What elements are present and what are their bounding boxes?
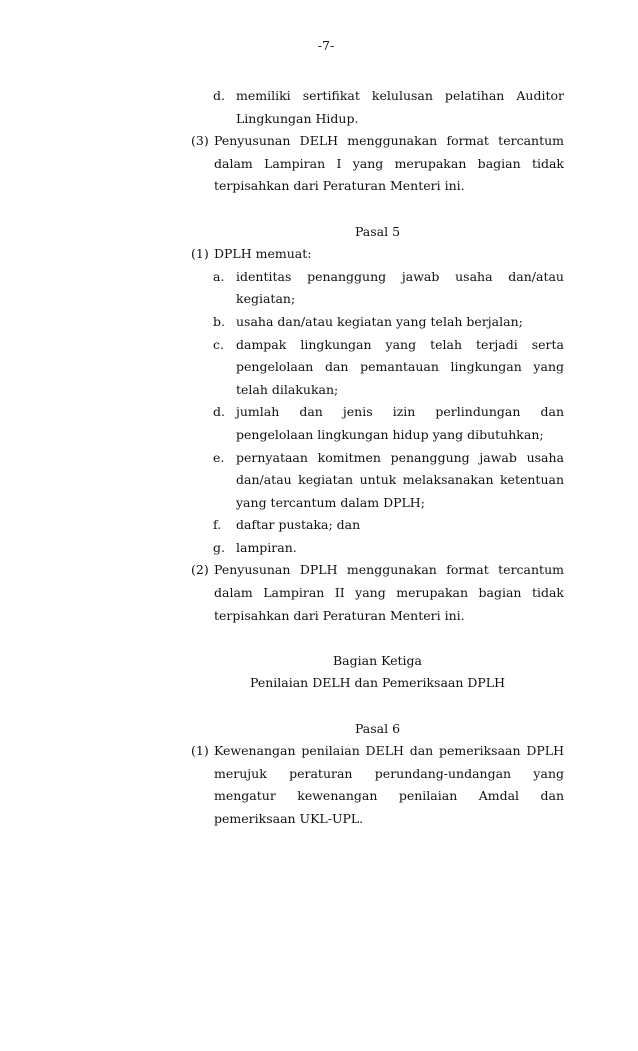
item-marker: d. (213, 88, 225, 103)
list-item-f (191, 514, 564, 537)
section-subtitle: Penilaian DELH dan Pemeriksaan DPLH (249, 675, 506, 691)
list-item-b (191, 311, 564, 334)
item-text: dampak lingkungan yang telah terjadi serta pengelolaan dan pemantauan lingkungan yang telah dilakukan; (236, 336, 564, 397)
page-number: -7- (317, 38, 335, 53)
item-text: pernyataan komitmen penanggung jawab usaha dan/atau kegiatan untuk melaksanakan ketentuan yang tercantum dalam DPLH; (236, 449, 564, 510)
item-marker: d. (213, 404, 225, 420)
item-text: identitas penanggung jawab usaha dan/atau kegiatan; (236, 268, 564, 307)
list-item-e (191, 447, 564, 515)
pasal-5-paragraph-1 (191, 243, 564, 266)
paragraph-3 (191, 130, 564, 198)
item-marker: a. (213, 268, 225, 284)
paragraph-text: Penyusunan DPLH menggunakan format tercantum dalam Lampiran II yang merupakan bagian tidak terpisahkan dari Peraturan Menteri ini. (214, 562, 564, 623)
item-marker: b. (213, 313, 225, 329)
list-item-c (191, 334, 564, 402)
paragraph-marker: (1) (191, 246, 209, 262)
item-marker: e. (213, 449, 225, 465)
list-item-g (191, 537, 564, 560)
item-text: memiliki sertifikat kelulusan pelatihan Auditor Lingkungan Hidup. (236, 88, 564, 126)
pasal-6-heading: Pasal 6 (354, 720, 401, 736)
paragraph-text: Penyusunan DELH menggunakan format tercantum dalam Lampiran I yang merupakan bagian tidak terpisahkan dari Peraturan Menteri ini. (214, 133, 564, 194)
paragraph-marker: (2) (191, 562, 209, 578)
pasal-5-paragraph-2 (191, 559, 564, 627)
pasal-6-paragraph-1 (191, 740, 564, 830)
item-text: jumlah dan jenis izin perlindungan dan pengelolaan lingkungan hidup yang dibutuhkan; (236, 404, 564, 442)
paragraph-marker: (1) (191, 743, 209, 759)
item-marker: f. (213, 517, 222, 533)
pasal-5-heading: Pasal 5 (354, 223, 401, 239)
item-marker: g. (213, 539, 225, 555)
document-body (191, 85, 564, 831)
paragraph-marker: (3) (191, 133, 209, 149)
paragraph-text: Kewenangan penilaian DELH dan pemeriksaan DPLH merujuk peraturan perundang-undangan yang mengatur kewenangan penilaian Amdal dan pemeriksaan UKL-UPL. (214, 743, 564, 826)
list-item-d (191, 401, 564, 446)
item-text: lampiran. (236, 539, 297, 555)
item-text: daftar pustaka; dan (236, 517, 361, 533)
list-item-d (191, 85, 564, 130)
paragraph-text: DPLH memuat: (214, 246, 312, 262)
list-item-a (191, 266, 564, 311)
item-text: usaha dan/atau kegiatan yang telah berjalan; (236, 313, 523, 329)
item-marker: c. (213, 336, 224, 352)
section-title: Bagian Ketiga (333, 652, 422, 668)
